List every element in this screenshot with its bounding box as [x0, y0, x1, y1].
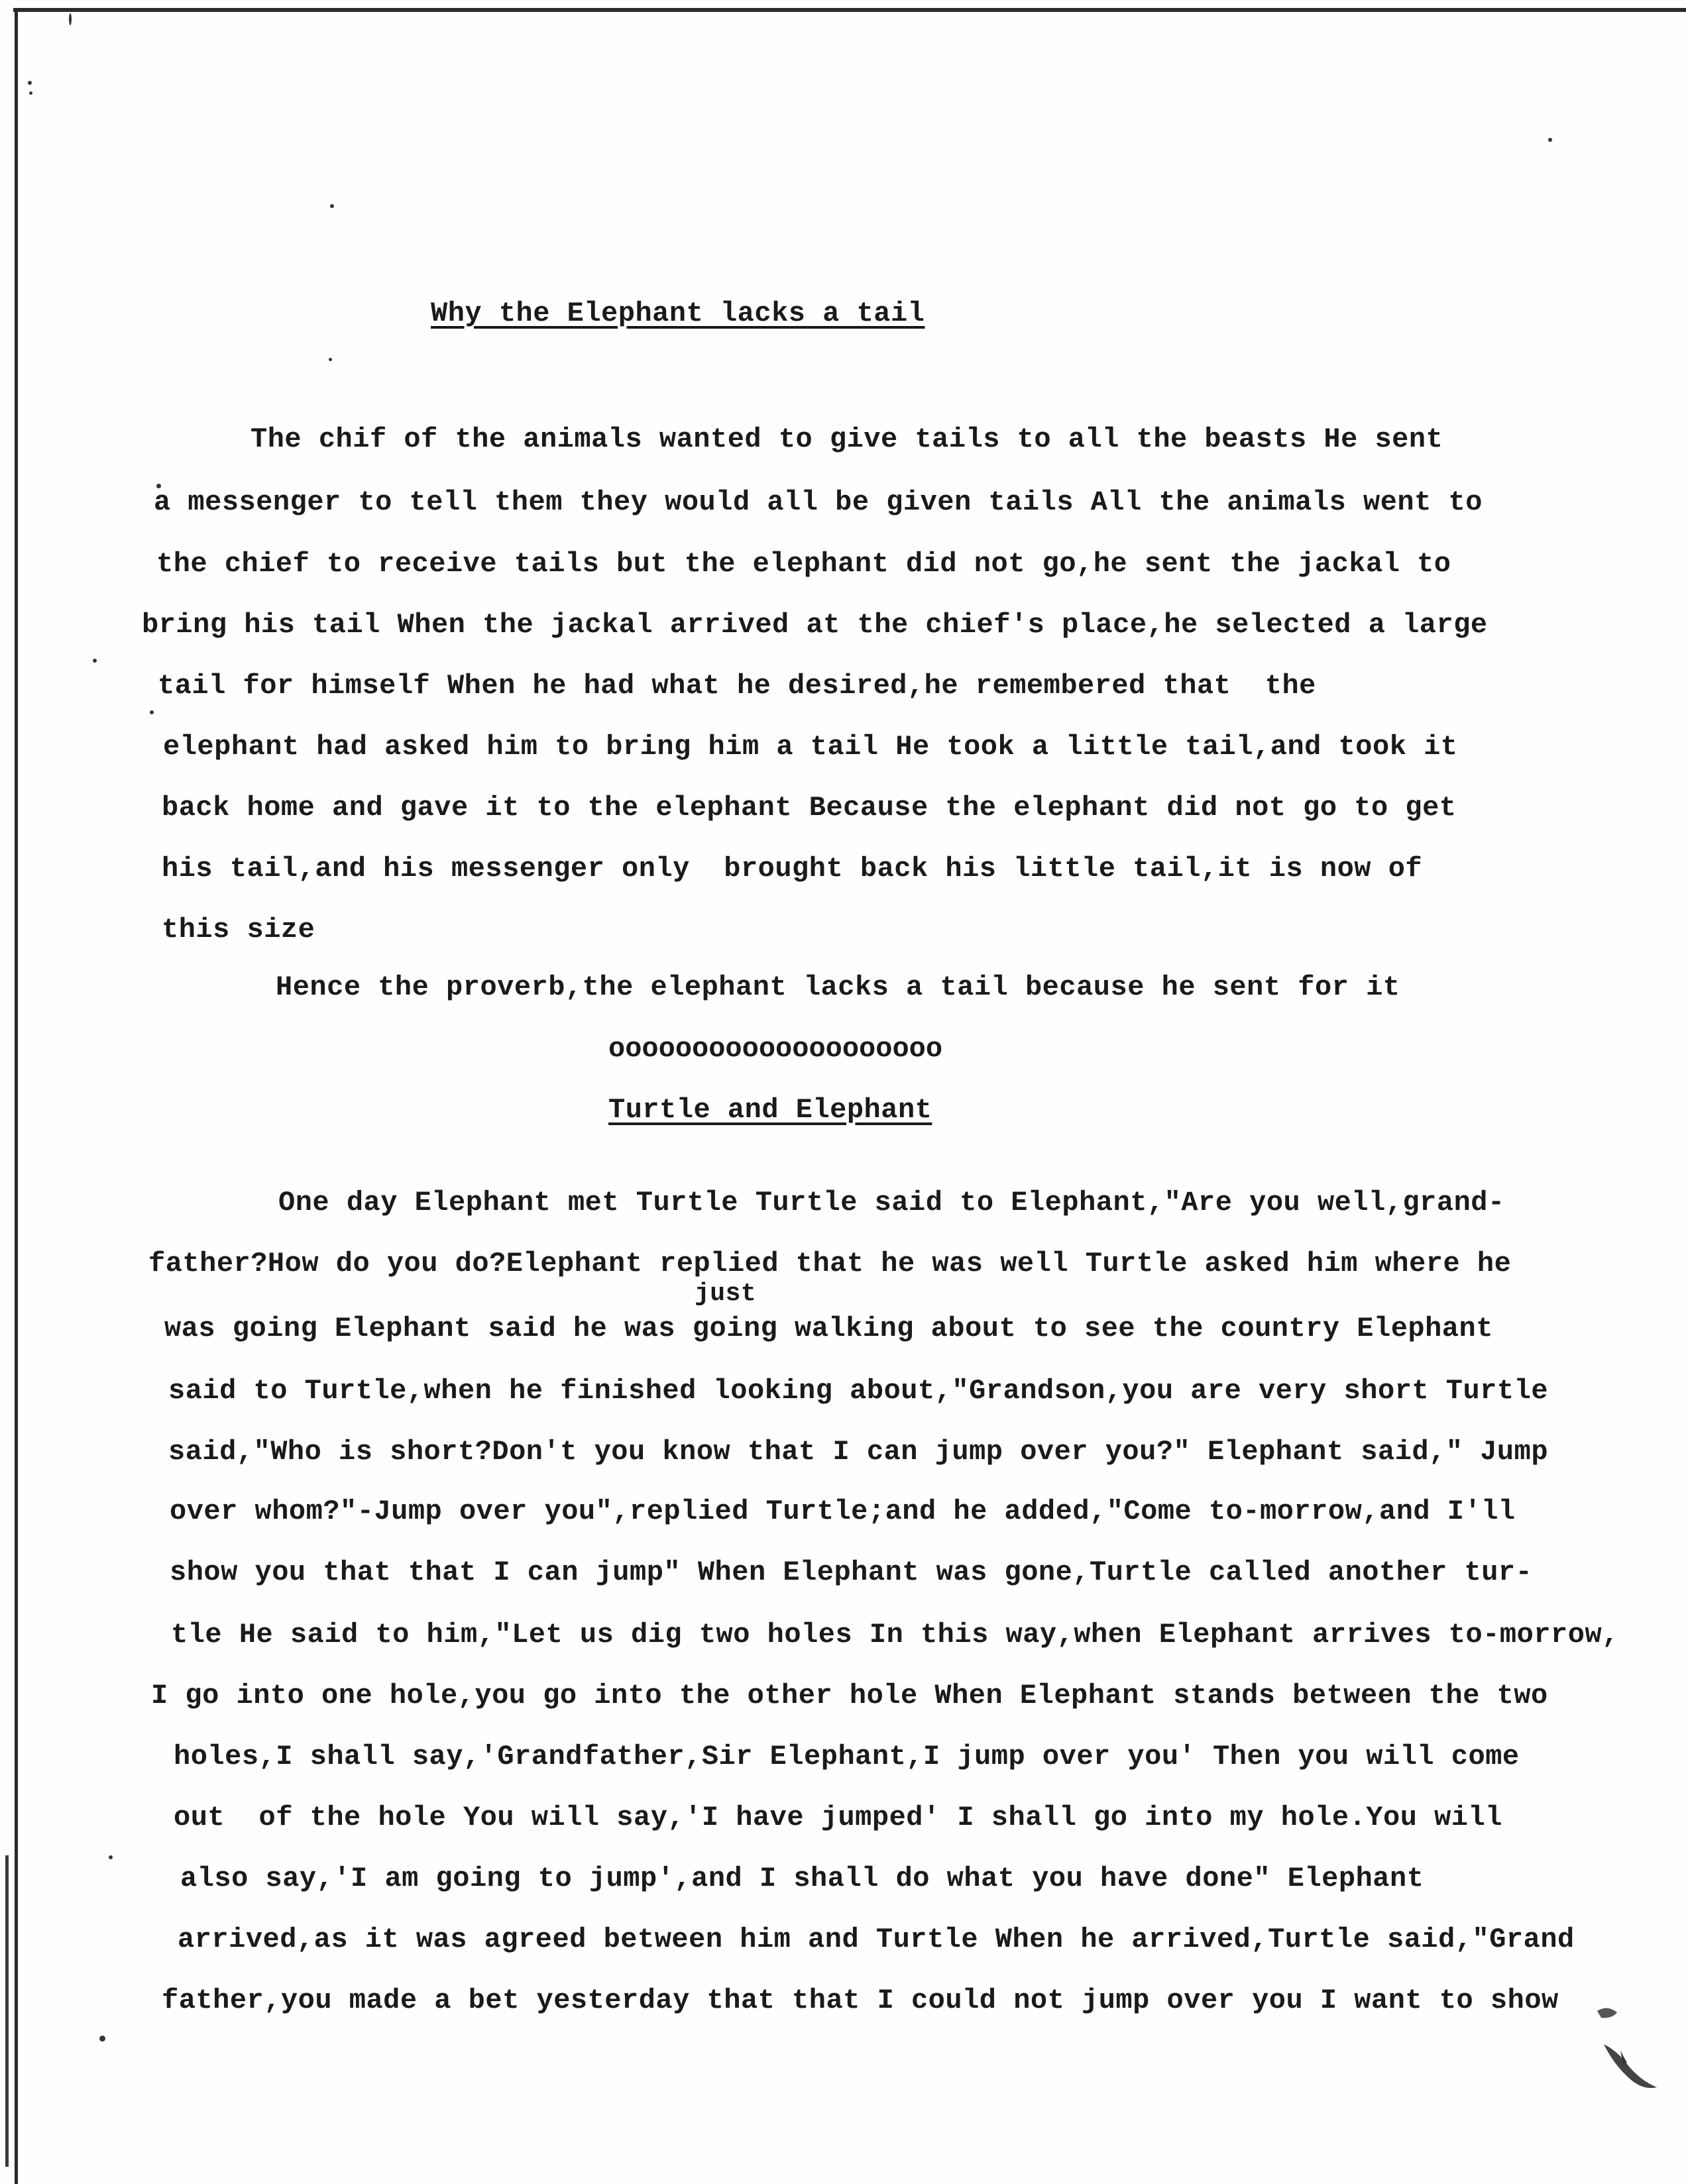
text-line: his tail,and his messenger only brought back his little tail,it is now of — [162, 853, 1423, 885]
page-top-edge — [13, 8, 1686, 12]
handwritten-insertion: just — [695, 1280, 757, 1308]
text-line: One day Elephant met Turtle Turtle said to Elephant,"Are you well,grand- — [278, 1187, 1505, 1219]
text-line: back home and gave it to the elephant Because the elephant did not go to get — [162, 792, 1457, 824]
text-line: also say,'I am going to jump',and I shall do what you have done" Elephant — [180, 1863, 1424, 1894]
scan-speck — [93, 659, 97, 663]
text-line: elephant had asked him to bring him a tail He took a little tail,and took it — [163, 731, 1458, 763]
text-line: tle He said to him,"Let us dig two holes In this way,when Elephant arrives to-morrow, — [171, 1619, 1619, 1651]
section-separator: oooooooooooooooooooo — [608, 1033, 943, 1065]
text-line: this size — [162, 914, 315, 946]
scan-speck — [330, 204, 334, 208]
text-line: holes,I shall say,'Grandfather,Sir Elephant,I jump over you' Then you will come — [174, 1741, 1520, 1773]
text-line: father?How do you do?Elephant replied that he was well Turtle asked him where he — [148, 1248, 1512, 1280]
scan-speck — [329, 358, 332, 361]
scan-speck — [1548, 138, 1552, 142]
ink-smudge-mark — [1584, 1998, 1670, 2097]
scan-speck — [28, 81, 32, 85]
text-line: said to Turtle,when he finished looking about,"Grandson,you are very short Turtle — [168, 1375, 1549, 1407]
scan-speck — [29, 91, 32, 95]
scan-speck — [109, 1855, 113, 1859]
scan-speck — [69, 13, 72, 25]
text-line: father,you made a bet yesterday that that I could not jump over you I want to show — [162, 1985, 1559, 2016]
text-line: over whom?"-Jump over you",replied Turtle;and he added,"Come to-morrow,and I'll — [170, 1496, 1516, 1527]
text-line: tail for himself When he had what he desired,he remembered that the — [158, 670, 1316, 702]
scan-speck — [150, 710, 154, 714]
text-line: The chif of the animals wanted to give tails to all the beasts He sent — [251, 423, 1443, 455]
text-line: a messenger to tell them they would all be given tails All the animals went to — [154, 486, 1483, 518]
text-line: I go into one hole,you go into the other hole When Elephant stands between the two — [151, 1680, 1548, 1712]
text-line: said,"Who is short?Don't you know that I can jump over you?" Elephant said," Jump — [168, 1436, 1549, 1468]
story-title: Turtle and Elephant — [608, 1094, 932, 1126]
page-left-edge — [15, 8, 18, 2184]
text-line: arrived,as it was agreed between him and Turtle When he arrived,Turtle said,"Grand — [178, 1924, 1575, 1955]
text-line: was going Elephant said he was going walking about to see the country Elephant — [164, 1313, 1493, 1344]
page-left-edge-shadow — [5, 1855, 9, 2167]
scan-speck — [99, 2036, 105, 2042]
text-line: the chief to receive tails but the elephant did not go,he sent the jackal to — [156, 548, 1451, 580]
text-line: show you that that I can jump" When Elephant was gone,Turtle called another tur- — [170, 1556, 1533, 1588]
proverb-line: Hence the proverb,the elephant lacks a tail because he sent for it — [276, 971, 1400, 1003]
story-title: Why the Elephant lacks a tail — [431, 298, 925, 329]
text-line: bring his tail When the jackal arrived at the chief's place,he selected a large — [142, 609, 1488, 641]
text-line: out of the hole You will say,'I have jumped' I shall go into my hole.You will — [174, 1802, 1502, 1833]
